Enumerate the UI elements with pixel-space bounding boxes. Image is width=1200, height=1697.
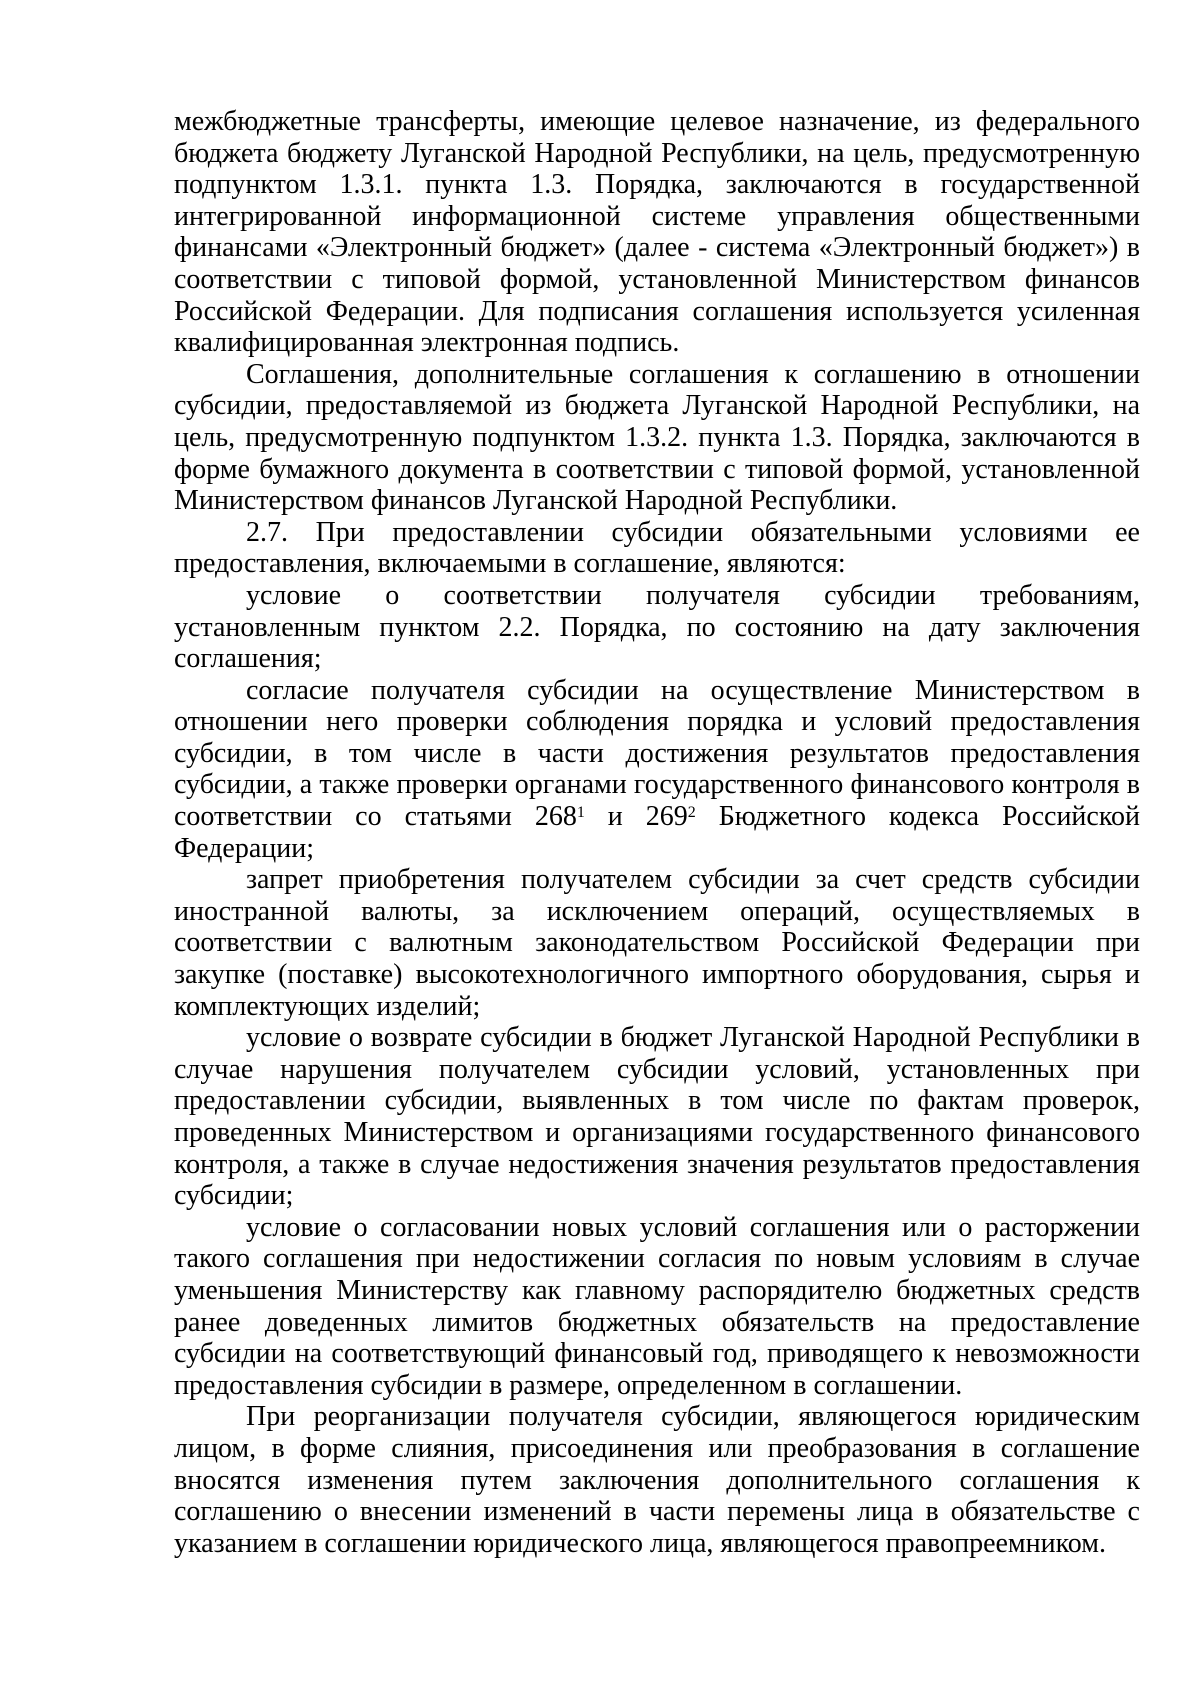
- footnote-superscript-2: 2: [687, 803, 696, 821]
- paragraph-currency-ban: запрет приобретения получателем субсидии за счет средств субсидии иностранной валюты, за исключением операций, осуществляемых в соответствии с валютным законодательством Российской Федерации при закупке (поставке) высокотехнологичного импортного оборудования, сырья и комплектующих изделий;: [174, 864, 1140, 1022]
- paragraph-reorganization: При реорганизации получателя субсидии, являющегося юридическим лицом, в форме слияния, присоединения или преобразования в соглашение вносятся изменения путем заключения дополнительного соглашения к соглашению о внесении изменений в части перемены лица в обязательстве с указанием в соглашении юридического лица, являющегося правопреемником.: [174, 1401, 1140, 1559]
- paragraph-condition-compliance: условие о соответствии получателя субсидии требованиям, установленным пунктом 2.2. Порядка, по состоянию на дату заключения соглашения;: [174, 579, 1140, 675]
- footnote-superscript-1: 1: [576, 803, 585, 821]
- paragraph-new-conditions: условие о согласовании новых условий соглашения или о расторжении такого соглашения при недостижении согласия по новым условиям в случае уменьшения Министерству как главному распорядителю бюджетных средств ранее доведенных лимитов бюджетных обязательств на предоставление субсидии на соответствующий финансовый год, приводящего к невозможности предоставления субсидии в размере, определенном в соглашении.: [174, 1211, 1140, 1401]
- paragraph-interbudget-transfers: межбюджетные трансферты, имеющие целевое назначение, из федерального бюджета бюджету Луганской Народной Республики, на цель, предусмотренную подпунктом 1.3.1. пункта 1.3. Порядка, заключаются в государственной интегрированной информационной системе управления общественными финансами «Электронный бюджет» (далее - система «Электронный бюджет») в соответствии с типовой формой, установленной Министерством финансов Российской Федерации. Для подписания соглашения используется усиленная квалифицированная электронная подпись.: [174, 106, 1140, 359]
- consent-text-before: согласие получателя субсидии на осуществление Министерством в отношении него проверки соблюдения порядка и условий предоставления субсидии, в том числе в части достижения результатов предоставления субсидии, а также проверки органами государственного финансового контроля в соответствии со статьями 268: [174, 674, 1140, 833]
- document-page: [174, 106, 1140, 1559]
- paragraph-section-2-7: 2.7. При предоставлении субсидии обязательными условиями ее предоставления, включаемыми в соглашение, являются:: [174, 516, 1140, 580]
- consent-text-after: Бюджетного кодекса Российской Федерации;: [174, 801, 1141, 864]
- consent-text-middle: и 269: [584, 801, 688, 833]
- paragraph-subsidy-return: условие о возврате субсидии в бюджет Луганской Народной Республики в случае нарушения получателем субсидии условий, установленных при предоставлении субсидии, выявленных в том числе по фактам проверок, проведенных Министерством и организациями государственного финансового контроля, а также в случае недостижения значения результатов предоставления субсидии;: [174, 1022, 1140, 1212]
- paragraph-agreements-paper-form: Соглашения, дополнительные соглашения к соглашению в отношении субсидии, предоставляемой из бюджета Луганской Народной Республики, на цель, предусмотренную подпунктом 1.3.2. пункта 1.3. Порядка, заключаются в форме бумажного документа в соответствии с типовой формой, установленной Министерством финансов Луганской Народной Республики.: [174, 358, 1140, 517]
- paragraph-consent-inspection: [174, 675, 1140, 865]
